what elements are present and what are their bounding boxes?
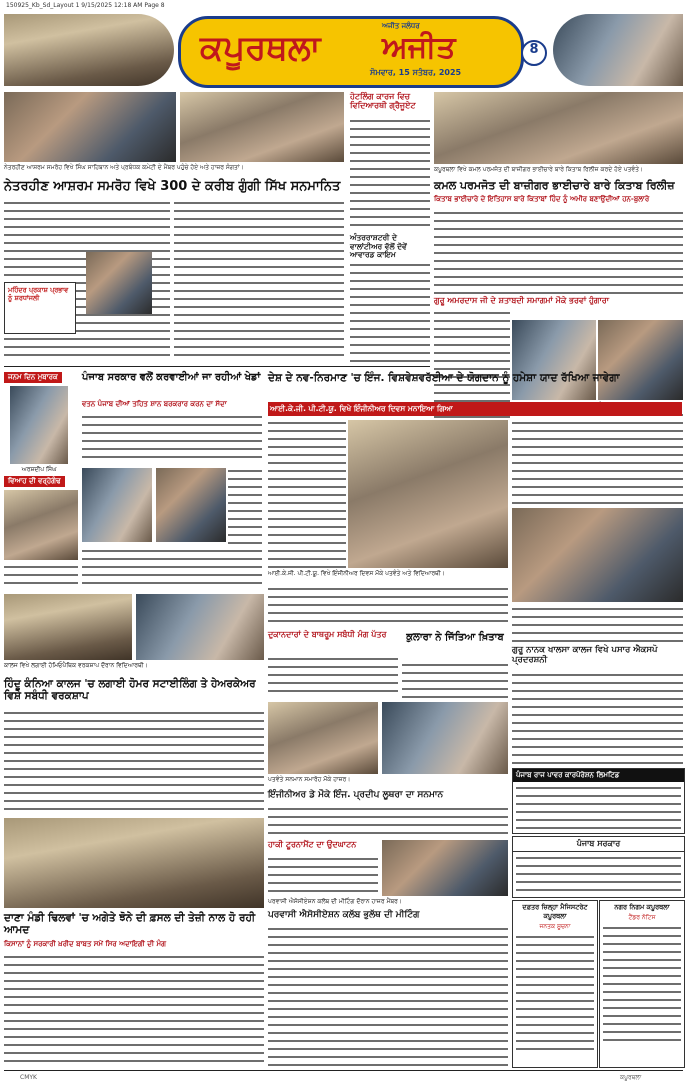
powercom-notice [512,768,685,834]
kamal-caption: ਕਪੂਰਥਲਾ ਵਿਖੇ ਕਮਲ ਪਰਮਜੋਤ ਦੀ ਬਾਜ਼ੀਗਰ ਭਾਈਚਾਰੇ ਬਾਰੇ ਕਿਤਾਬ ਰਿਲੀਜ਼ ਕਰਦੇ ਹੋਏ ਪਤਵੰਤੇ। [434,166,644,173]
lead-body-2 [174,200,344,362]
punjab-body [82,414,262,464]
birthday-photo [10,386,68,464]
mid-second-body [350,262,430,362]
desh-body [268,420,346,568]
rdmb-portrait-2 [598,320,683,400]
desh-body-2 [268,586,508,626]
rdmb-group-photo [512,508,683,602]
lead-headline: ਨੇਤਰਹੀਣ ਆਸ਼ਰਮ ਸਮਰੋਹ ਵਿਖੇ 300 ਦੇ ਕਰੀਬ ਗੁੰਗੀ ਸਿੱਖ ਸਨਮਾਨਿਤ [4,179,341,194]
powercom-body [516,785,681,829]
punjab-headline: ਪੰਜਾਬ ਸਰਕਾਰ ਵਲੋਂ ਕਰਵਾਈਆਂ ਜਾ ਰਹੀਆਂ ਖੇਡਾਂ [82,372,261,383]
rdmb-portrait-1 [512,320,596,400]
tender1-body [516,934,594,1054]
govt-notice [512,836,685,898]
rdmb-group-body [512,606,683,642]
birthday-caption: ਅਰਸ਼ਦੀਪ ਸਿੰਘ [21,466,57,473]
footer-left: CMYK [20,1074,37,1081]
desh-caption: ਆਈ.ਕੇ.ਜੀ. ਪੀ.ਟੀ.ਯੂ. ਵਿਖੇ ਇੰਜੀਨੀਅਰ ਦਿਵਸ ਮੌਕੇ ਪਤਵੰਤੇ ਅਤੇ ਵਿਦਿਆਰਥੀ। [268,570,445,577]
tender1-title: ਦਫ਼ਤਰ ਜ਼ਿਲ੍ਹਾ ਮੈਜਿਸਟਰੇਟ ਕਪੂਰਥਲਾ [522,903,588,920]
masthead-city: ਕਪੂਰਥਲਾ [200,28,321,68]
tender-notice-1 [512,900,598,1068]
mid-top-headline: ਹੋਟਲਿੰਗ ਕਾਰਜ ਵਿਚ ਵਿਦਿਆਰਥੀ ਗ੍ਰੈਜੂਏਟ [350,92,416,111]
hockey-body [268,856,378,896]
masthead-paper: ਅਜੀਤ [382,30,456,65]
rdmb-headline: ਗੁਰੂ ਅਮਰਦਾਸ ਜੀ ਦੇ ਸ਼ਤਾਬਦੀ ਸਮਾਗਮਾਂ ਮੌਕੇ ਭਰਵਾਂ ਹੁੰਗਾਰਾ [434,296,610,305]
parvasi-photo [382,840,508,896]
kamal-subhead: ਕਿਤਾਬ ਭਾਈਚਾਰੇ ਦੇ ਇਤਿਹਾਸ ਬਾਰੇ ਕਿਤਾਬਾਂ ਹਿੰਦ ਨੂੰ ਅਮੀਰ ਬਣਾਉਂਦੀਆਂ ਹਨ-ਬੁਲਾਰੇ [434,195,650,203]
footer-rule [4,1070,683,1071]
mandi-body [4,954,264,1066]
masthead-right-photo [553,14,683,86]
desh-banner: ਆਈ.ਕੇ.ਜੀ. ਪੀ.ਟੀ.ਯੂ. ਵਿਖੇ ਇੰਜੀਨੀਅਰ ਦਿਵਸ ਮਨਾਇਆ ਗਿਆ [268,402,682,416]
hindu-body [4,710,264,814]
masthead-date: ਸੋਮਵਾਰ, 15 ਸਤੰਬਰ, 2025 [370,68,462,77]
eng-headline: ਇੰਜੀਨੀਅਰ ਡੇ ਮੌਕੇ ਇੰਜ. ਪ੍ਰਦੀਪ ਲੂਥਰਾ ਦਾ ਸਨਮਾਨ [268,790,444,800]
mandi-subhead: ਕਿਸਾਨਾਂ ਨੂੰ ਸਰਕਾਰੀ ਖ਼ਰੀਦ ਬਾਬਤ ਸਮੇਂ ਸਿਰ ਅਦਾਇਗੀ ਦੀ ਮੰਗ [4,940,166,948]
lead-portrait [86,252,152,314]
govt-title: ਪੰਜਾਬ ਸਰਕਾਰ [513,837,684,852]
desh-photo [348,420,508,568]
page-number: 8 [529,42,539,57]
dukanadar-headline: ਦੁਕਾਨਦਾਰਾਂ ਦੇ ਬਾਥਰੂਮ ਸਬੰਧੀ ਮੰਗ ਪੱਤਰ [268,630,387,639]
anniversary-label: ਵਿਆਹ ਦੀ ਵਰ੍ਹੇਗੰਢ [4,476,65,487]
print-slug: 150925_Kb_Sd_Layout 1 9/15/2025 12:18 AM Page 8 [6,2,165,9]
hindu-caption: ਕਾਲਜ ਵਿਖੇ ਲਗਾਈ ਹੋਮਿਓਪੈਥਿਕ ਵਰਕਸ਼ਾਪ ਦੌਰਾਨ ਵਿਦਿਆਰਥੀ। [4,662,148,669]
tender-notice-2 [599,900,685,1068]
section-divider [4,366,430,367]
parvasi-body [268,926,508,1066]
masthead [0,12,687,90]
punjab-body-2 [228,468,262,548]
tender2-title: ਨਗਰ ਨਿਗਮ ਕਪੂਰਥਲਾ [614,903,670,911]
masthead-left-photo [4,14,174,86]
lead-pullquote: ਮਹਿੰਦਰ ਪ੍ਰਕਾਸ਼ ਪ੍ਰਭਾਵ ਨੂੰ ਸ਼ਰਧਾਂਜਲੀ [8,286,69,303]
masthead-tagline: ਅਜੀਤ ਜਲੰਧਰ [382,22,420,30]
kamal-body [434,210,683,294]
hindu-photo-2 [136,594,264,660]
tender2-sub: ਟੈਂਡਰ ਨੋਟਿਸ [628,914,656,921]
birthday-label: ਜਨਮ ਦਿਨ ਮੁਬਾਰਕ [4,372,62,383]
punjab-portrait-1 [82,468,152,542]
mid-second-headline: ਅੰਤਰਰਾਸ਼ਟਰੀ ਦੇ ਵਾਲਾਂਟੀਅਰ ਵੱਲੋਂ ਦੋਵੇਂ ਆਵਾਰਡ ਕਾਇਮ [350,233,407,260]
lead-photo-1 [4,92,176,162]
tender1-sub: ਜਨਤਕ ਸੂਚਨਾ [539,923,571,930]
lead-photo-caption: ਨੇਤਰਹੀਣ ਆਸ਼ਰਮ ਸਮਰੋਹ ਵਿਖੇ ਸਿੰਘ ਸਾਹਿਬਾਨ ਅਤੇ ਪ੍ਰਬੰਧਕ ਕਮੇਟੀ ਦੇ ਮੈਂਬਰ ਪਹੁੰਚੇ ਹੋਏ ਅਤੇ ਹਾਜ਼ਰ ਸੰਗਤਾਂ। [4,164,244,171]
govt-body [516,855,681,895]
hockey-headline: ਹਾਕੀ ਟੂਰਨਾਮੈਂਟ ਦਾ ਉਦਘਾਟਨ [268,840,357,849]
dukanadar-body [268,656,398,698]
lead-photo-2 [180,92,344,162]
eng-body [268,806,508,836]
punjab-body-3 [82,548,262,590]
mid-photo-caption: ਪਤਵੰਤੇ ਸਨਮਾਨ ਸਮਾਰੋਹ ਮੌਕੇ ਹਾਜ਼ਰ। [268,776,351,783]
school-body [512,672,683,764]
eng-photo [382,702,508,774]
rdmb-body-2 [512,412,683,504]
anniversary-photo [4,490,78,560]
desh-headline: ਦੇਸ਼ ਦੇ ਨਵ-ਨਿਰਮਾਣ 'ਚ ਇੰਜ. ਵਿਸ਼ਵੇਸ਼ਵਰੱਈਆ ਦੇ ਯੋਗਦਾਨ ਨੂੰ ਹਮੇਸ਼ਾ ਯਾਦ ਰੱਖਿਆ ਜਾਵੇਗਾ [268,372,620,384]
kulara-headline: ਕੁਲਾਰਾ ਨੇ ਜਿੱਤਿਆ ਖ਼ਿਤਾਬ [406,632,504,643]
hindu-photo-1 [4,594,132,660]
mandi-headline: ਦਾਣਾ ਮੰਡੀ ਢਿਲਵਾਂ 'ਚ ਅਗੇਤੇ ਝੋਨੇ ਦੀ ਫ਼ਸਲ ਦੀ ਤੇਜ਼ੀ ਨਾਲ ਹੋ ਰਹੀ ਆਮਦ [4,912,256,937]
hindu-headline: ਹਿੰਦੂ ਕੰਨਿਆ ਕਾਲਜ 'ਚ ਲਗਾਈ ਹੋਮਰ ਸਟਾਈਲਿੰਗ ਤੇ ਹੇਅਰਕੇਅਰ ਵਿਸ਼ੇ ਸਬੰਧੀ ਵਰਕਸ਼ਾਪ [4,678,256,703]
punjab-subhead: ਵਤਨ ਪੰਜਾਬ ਦੀਆਂ ਤਹਿਤ ਸ਼ਾਨ ਬਰਕਰਾਰ ਕਰਨ ਦਾ ਸੱਦਾ [82,400,227,408]
mid-top-body [350,118,430,228]
punjab-portrait-2 [156,468,226,542]
mandi-photo [4,818,264,908]
tender2-body [603,925,681,1045]
kulara-body [402,662,508,698]
press-caption: ਪਰਵਾਸੀ ਐਸੋਸੀਏਸ਼ਨ ਕਲੱਬ ਦੀ ਮੀਟਿੰਗ ਦੌਰਾਨ ਹਾਜ਼ਰ ਮੈਂਬਰ। [268,898,402,905]
footer-right: ਕਪੂਰਥਲਾ [620,1074,642,1081]
kamal-headline: ਕਮਲ ਪਰਮਜੋਤ ਦੀ ਬਾਜ਼ੀਗਰ ਭਾਈਚਾਰੇ ਬਾਰੇ ਕਿਤਾਬ ਰਿਲੀਜ਼ [434,179,675,192]
school-headline: ਗੁਰੂ ਨਾਨਕ ਖਾਲਸਾ ਕਾਲਜ ਵਿਖੇ ਪਸਾਰ ਐਕਸਪੋ ਪ੍ਰਦਰਸ਼ਨੀ [512,645,658,665]
parvasi-headline: ਪਰਵਾਸੀ ਐਸੋਸੀਏਸ਼ਨ ਕਲੱਬ ਭੁਲੱਥ ਦੀ ਮੀਟਿੰਗ [268,910,420,920]
kamal-photo [434,92,683,164]
lead-pullquote-box [4,282,76,334]
powercom-title: ਪੰਜਾਬ ਰਾਜ ਪਾਵਰ ਕਾਰਪੋਰੇਸ਼ਨ ਲਿਮਟਿਡ [513,769,684,782]
feature-body [4,564,78,590]
mid-photo [268,702,378,774]
